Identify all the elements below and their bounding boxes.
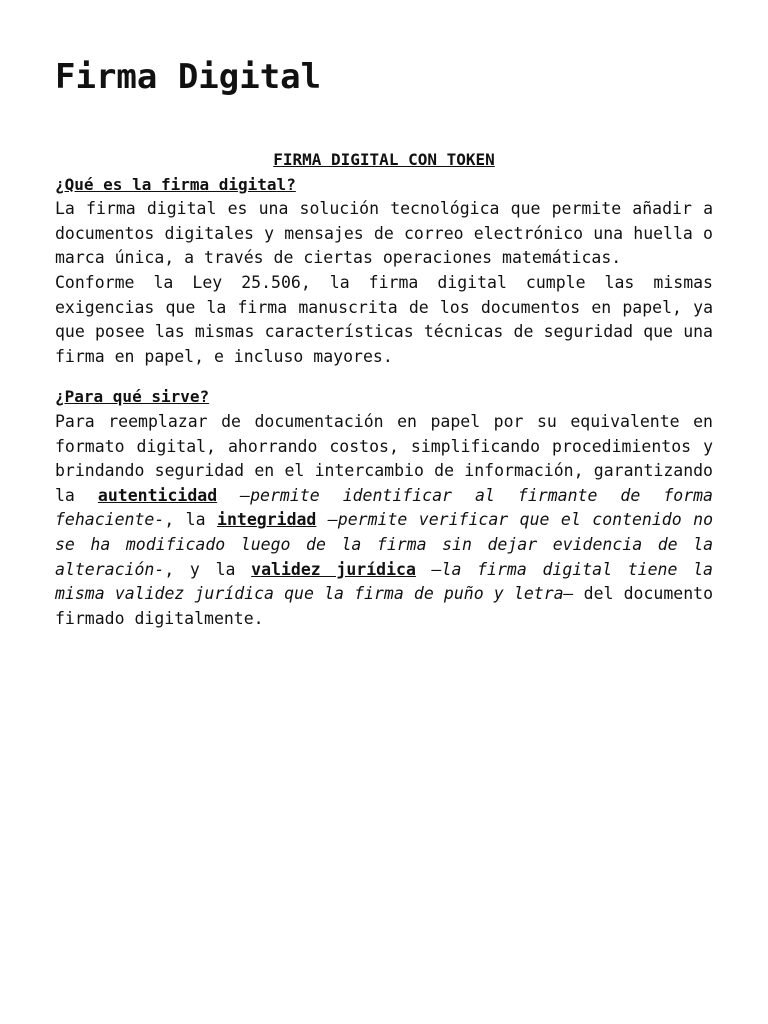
definition-validez-juridica: –la firma digital tiene la misma validez jurídica que la firma de puño y letra– [55, 559, 713, 604]
document-body [55, 148, 713, 631]
definition-autenticidad: –permite identificar al firmante de forma fehaciente- [55, 485, 713, 530]
term-integridad: integridad [217, 510, 317, 530]
paragraph-ley: Conforme la Ley 25.506, la firma digital cumple las mismas exigencias que la firma manuscrita de los documentos en papel, ya que posee las mismas características técnicas de seguridad que una firma en papel, e incluso mayores. [55, 272, 713, 366]
section-heading-token: FIRMA DIGITAL CON TOKEN [273, 150, 495, 169]
term-validez-juridica: validez jurídica [251, 559, 416, 579]
paragraph-definition: La firma digital es una solución tecnológica que permite añadir a documentos digitales y mensajes de correo electrónico una huella o marca única, a través de ciertas operaciones matemáticas. [55, 199, 713, 268]
uses-text-closing: del documento firmado digitalmente. [55, 584, 714, 628]
section-heading-para-que: ¿Para qué sirve? [55, 387, 210, 407]
document-title: Firma Digital [55, 57, 322, 97]
definition-integridad: –permite verificar que el contenido no se ha modificado luego de la firma sin dejar evidencia de la alteración- [55, 510, 714, 579]
term-autenticidad: autenticidad [97, 485, 218, 505]
section-heading-que-es: ¿Qué es la firma digital? [55, 174, 296, 194]
section-spacer [55, 369, 713, 385]
uses-text-connector-2: , y la [164, 559, 252, 579]
uses-text-connector-1: , la [164, 510, 218, 530]
uses-text-intro: Para reemplazar de documentación en papel por su equivalente en formato digital, ahorrando costos, simplificando procedimientos y brindando seguridad en el intercambio de información, garantizando la [55, 411, 713, 505]
paragraph-uses [55, 410, 713, 631]
